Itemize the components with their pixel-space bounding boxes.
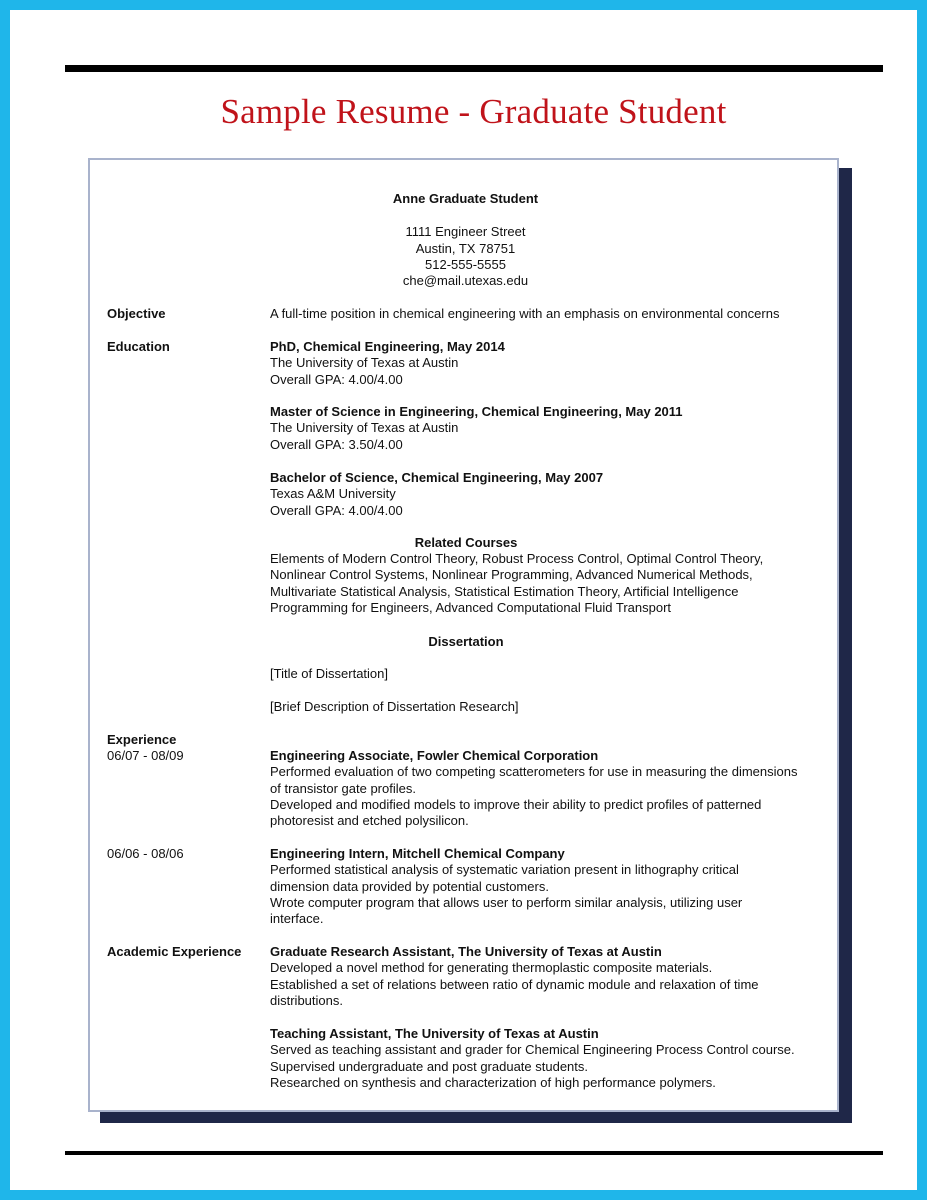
education-entry	[270, 339, 505, 388]
education-label: Education	[107, 339, 170, 354]
degree-title: Bachelor of Science, Chemical Engineering, May 2007	[270, 470, 604, 485]
related-courses-heading: Related Courses	[414, 535, 518, 550]
job-dates: 06/06 - 08/06	[107, 846, 184, 861]
degree-gpa: Overall GPA: 4.00/4.00	[270, 502, 403, 518]
academic-position-entry	[270, 944, 759, 1009]
degree-title: PhD, Chemical Engineering, May 2014	[270, 339, 505, 354]
dissertation-description: [Brief Description of Dissertation Research]	[270, 699, 519, 714]
job-dates: 06/07 - 08/09	[107, 748, 184, 763]
email-address: che@mail.utexas.edu	[402, 273, 529, 288]
address-line-2: Austin, TX 78751	[415, 241, 516, 256]
phone-number: 512-555-5555	[425, 257, 506, 272]
job-description-line: Performed statistical analysis of systematic variation present in lithography critical	[270, 862, 739, 878]
degree-school: The University of Texas at Austin	[270, 355, 459, 371]
course-line: Programming for Engineers, Advanced Computational Fluid Transport	[270, 599, 672, 615]
job-description-line: Developed and modified models to improve their ability to predict profiles of patterned	[270, 796, 762, 812]
top-divider	[65, 65, 883, 72]
course-line: Elements of Modern Control Theory, Robust Process Control, Optimal Control Theory,	[270, 551, 764, 566]
academic-position-entry	[270, 1026, 795, 1091]
job-description-line: Performed evaluation of two competing scatterometers for use in measuring the dimensions	[270, 764, 798, 780]
position-description-line: distributions.	[270, 992, 343, 1008]
dissertation-heading: Dissertation	[428, 634, 504, 649]
job-description-line: Wrote computer program that allows user to perform similar analysis, utilizing user	[270, 894, 743, 910]
course-line: Multivariate Statistical Analysis, Statistical Estimation Theory, Artificial Intelligence	[270, 583, 739, 599]
bottom-divider	[65, 1151, 883, 1155]
job-description-line: dimension data provided by potential customers.	[270, 878, 549, 894]
dissertation-title: [Title of Dissertation]	[270, 666, 389, 681]
objective-text: A full-time position in chemical engineering with an emphasis on environmental concerns	[270, 306, 780, 321]
degree-gpa: Overall GPA: 4.00/4.00	[270, 371, 403, 387]
position-title: Teaching Assistant, The University of Texas at Austin	[270, 1026, 599, 1041]
job-description-line: of transistor gate profiles.	[270, 780, 416, 796]
degree-title: Master of Science in Engineering, Chemical Engineering, May 2011	[270, 404, 683, 419]
position-description-line: Developed a novel method for generating thermoplastic composite materials.	[270, 960, 713, 976]
education-entry	[270, 404, 683, 453]
job-description-line: photoresist and etched polysilicon.	[270, 813, 469, 829]
degree-school: Texas A&M University	[270, 486, 396, 502]
experience-label: Experience	[107, 732, 177, 747]
page-title: Sample Resume - Graduate Student	[220, 92, 727, 131]
job-title: Engineering Associate, Fowler Chemical Corporation	[270, 748, 599, 763]
degree-gpa: Overall GPA: 3.50/4.00	[270, 436, 403, 452]
academic-experience-label: Academic Experience	[107, 944, 242, 959]
job-title: Engineering Intern, Mitchell Chemical Company	[270, 846, 565, 861]
address-line-1: 1111 Engineer Street	[405, 224, 526, 239]
job-entry	[270, 846, 742, 927]
position-description-line: Researched on synthesis and characterization of high performance polymers.	[270, 1074, 716, 1090]
related-courses-list	[270, 551, 763, 616]
education-entry	[270, 470, 603, 519]
objective-label: Objective	[107, 306, 166, 321]
applicant-name: Anne Graduate Student	[392, 191, 539, 206]
position-description-line: Served as teaching assistant and grader for Chemical Engineering Process Control course.	[270, 1042, 795, 1058]
position-description-line: Supervised undergraduate and post graduate students.	[270, 1058, 589, 1074]
degree-school: The University of Texas at Austin	[270, 420, 459, 436]
job-entry	[270, 748, 797, 829]
resume-card	[88, 158, 839, 1112]
job-description-line: interface.	[270, 911, 324, 927]
position-description-line: Established a set of relations between ratio of dynamic module and relaxation of time	[270, 976, 759, 992]
position-title: Graduate Research Assistant, The University of Texas at Austin	[270, 944, 662, 959]
course-line: Nonlinear Control Systems, Nonlinear Programming, Advanced Numerical Methods,	[270, 567, 753, 583]
